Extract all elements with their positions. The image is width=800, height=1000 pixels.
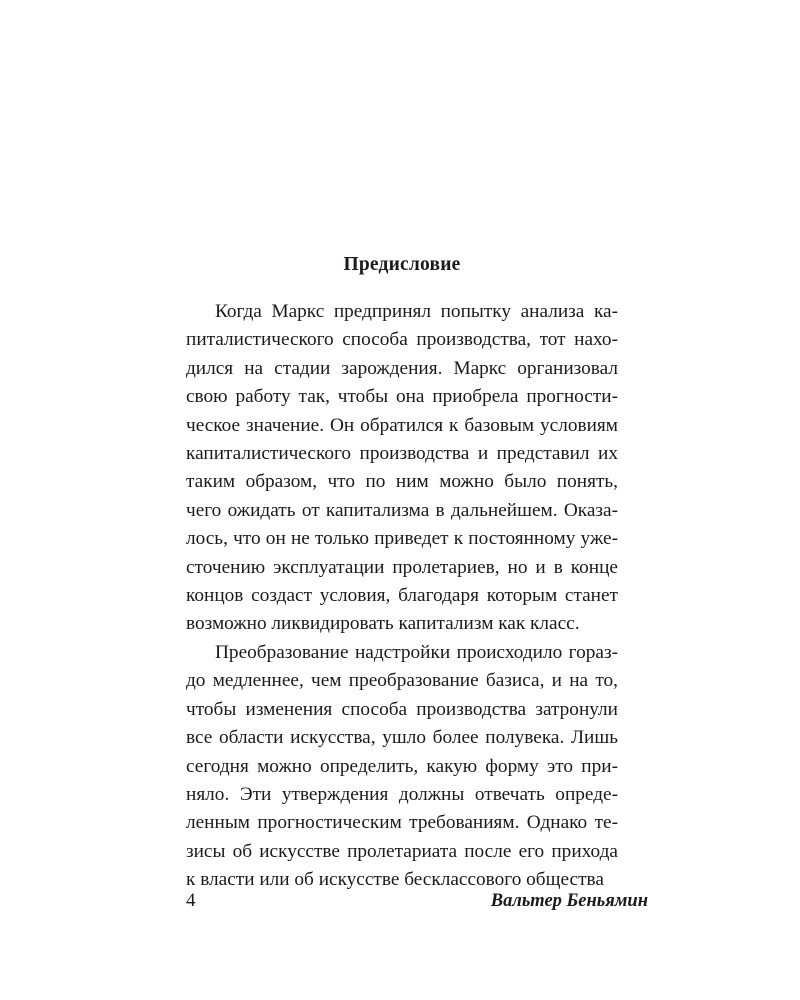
page-footer — [186, 890, 648, 912]
running-title: Вальтер Беньямин — [490, 891, 648, 911]
chapter-title: Предисловие — [343, 254, 461, 275]
page-content — [186, 254, 618, 895]
body-paragraph: Преобразование надстройки происходило гораздо медленнее, чем преобразование базиса, и на то, чтобы изменения способа производства затронули все области искусства, ушло более полувека. Лишь сегодня можно определить, какую форму это приняло. Эти утверждения должны отвечать определенным прогностическим требованиям. Однако тезисы об искусстве пролетариата после его прихода к власти или об искусстве бесклассового общества — [186, 641, 618, 891]
body-paragraph: Когда Маркс предпринял попытку анализа капиталистического способа производства, тот находился на стадии зарождения. Маркс организовал свою работу так, чтобы она приобрела прогностическое значение. Он обратился к базовым условиям капиталистического производства и представил их таким образом, что по ним можно было понять, чего ожидать от капитализма в дальнейшем. Оказалось, что он не только приведет к постоянному ужесточению эксплуатации пролетариев, но и в конце концов создаст условия, благодаря которым станет возможно ликвидировать капитализм как класс. — [186, 301, 618, 635]
page-number: 4 — [186, 890, 196, 911]
